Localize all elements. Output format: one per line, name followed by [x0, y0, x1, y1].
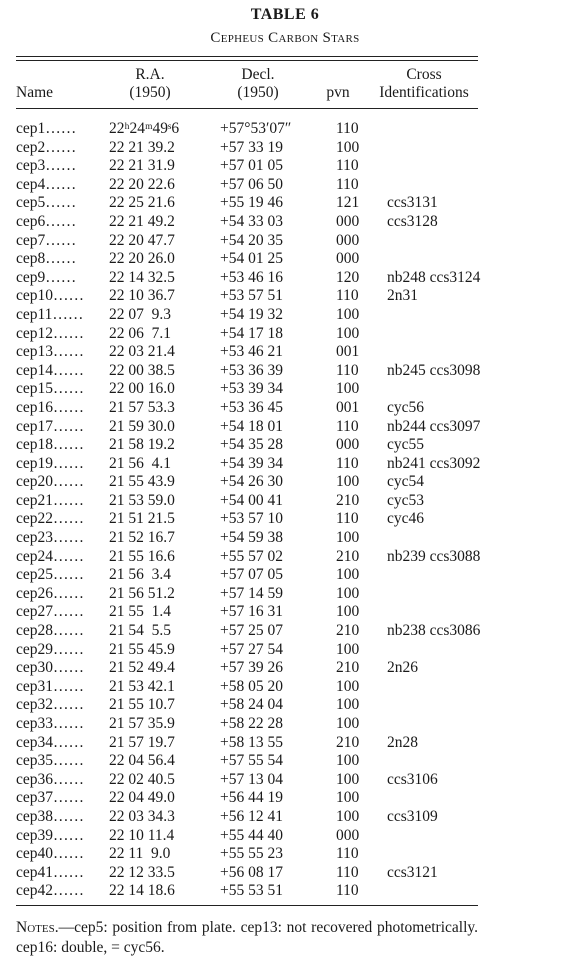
cell-ra: 22 07 9.3	[109, 305, 171, 323]
table-row	[16, 529, 486, 548]
cell-ra: 22 03 21.4	[109, 343, 175, 361]
cell-name: cep4……	[16, 175, 77, 193]
cell-name: cep31……	[16, 677, 85, 695]
cell-cross: ccs3128	[387, 212, 438, 230]
cell-name: cep29……	[16, 640, 85, 658]
cell-name: cep15……	[16, 380, 85, 398]
cell-name: cep23……	[16, 529, 85, 547]
header-rule	[16, 108, 478, 109]
table-row	[16, 864, 486, 883]
cell-dec: +53 39 34	[220, 380, 283, 398]
cell-cross: nb241 ccs3092	[387, 454, 481, 472]
cell-pvn: 110	[336, 361, 359, 379]
cell-pvn: 000	[336, 436, 360, 454]
table-row	[16, 659, 486, 678]
table-row	[16, 752, 486, 771]
cell-cross: cyc54	[387, 473, 425, 491]
cell-dec: +53 57 10	[220, 510, 283, 528]
cell-name: cep5……	[16, 194, 77, 212]
cell-cross: ccs3121	[387, 863, 438, 881]
cell-pvn: 100	[336, 584, 360, 602]
cell-dec: +57 06 50	[220, 175, 283, 193]
cell-pvn: 110	[336, 845, 359, 863]
table-row	[16, 827, 486, 846]
cell-ra: 21 53 42.1	[109, 677, 175, 695]
cell-pvn: 100	[336, 752, 360, 770]
cell-ra: 21 55 43.9	[109, 473, 175, 491]
cell-name: cep39……	[16, 826, 85, 844]
cell-dec: +58 13 55	[220, 733, 283, 751]
cell-ra: 21 55 45.9	[109, 640, 175, 658]
cell-pvn: 100	[336, 138, 360, 156]
top-rule	[16, 56, 478, 57]
header-dec-line1: Decl.	[241, 66, 275, 83]
table-row	[16, 492, 486, 511]
table-row	[16, 734, 486, 753]
header-pvn: pvn	[326, 84, 350, 101]
cell-name: cep19……	[16, 454, 85, 472]
cell-pvn: 100	[336, 473, 360, 491]
cell-dec: +54 18 01	[220, 417, 283, 435]
table-subtitle: Cepheus Carbon Stars	[210, 30, 360, 46]
cell-pvn: 210	[336, 547, 360, 565]
table-row	[16, 213, 486, 232]
cell-ra: 21 57 19.7	[109, 733, 175, 751]
cell-dec: +57 01 05	[220, 157, 283, 175]
cell-name: cep11……	[16, 305, 84, 323]
cell-pvn: 110	[336, 157, 359, 175]
table-row	[16, 678, 486, 697]
table-row	[16, 548, 486, 567]
table-row	[16, 139, 486, 158]
table-row	[16, 343, 486, 362]
table-row	[16, 232, 486, 251]
cell-pvn: 100	[336, 640, 360, 658]
cell-dec: +56 08 17	[220, 863, 283, 881]
table-row	[16, 380, 486, 399]
cell-name: cep13……	[16, 343, 85, 361]
cell-dec: +55 44 40	[220, 826, 283, 844]
cell-ra: 21 51 21.5	[109, 510, 175, 528]
cell-pvn: 210	[336, 659, 360, 677]
table-row	[16, 622, 486, 641]
cell-name: cep8……	[16, 250, 77, 268]
cell-cross: ccs3109	[387, 807, 438, 825]
cell-pvn: 100	[336, 696, 360, 714]
cell-cross: cyc56	[387, 398, 425, 416]
cell-name: cep18……	[16, 436, 85, 454]
header-cross	[366, 66, 482, 102]
cell-ra: 22 04 49.0	[109, 789, 175, 807]
cell-ra: 22 14 18.6	[109, 882, 175, 900]
header-cross-line1: Cross	[406, 66, 442, 83]
cell-ra: 22 03 34.3	[109, 807, 175, 825]
cell-name: cep16……	[16, 398, 85, 416]
header-dec-line2: (1950)	[237, 84, 279, 101]
cell-ra: 22 25 21.6	[109, 194, 175, 212]
cell-ra: 22 14 32.5	[109, 268, 175, 286]
cell-dec: +54 00 41	[220, 491, 283, 509]
cell-pvn: 000	[336, 212, 360, 230]
cell-dec: +54 39 34	[220, 454, 283, 472]
cell-ra: 21 56 3.4	[109, 566, 171, 584]
cell-name: cep7……	[16, 231, 77, 249]
cell-ra: 21 53 59.0	[109, 491, 175, 509]
cell-dec: +54 17 18	[220, 324, 283, 342]
cell-ra: 21 52 16.7	[109, 529, 175, 547]
header-ra-line1: R.A.	[135, 66, 165, 83]
table-notes	[16, 918, 478, 958]
cell-ra: 22 00 38.5	[109, 361, 175, 379]
table-row	[16, 157, 486, 176]
cell-name: cep36……	[16, 770, 85, 788]
cell-ra: 22 02 40.5	[109, 770, 175, 788]
cell-cross: 2n31	[387, 287, 418, 305]
notes-label: Notes.	[16, 919, 59, 936]
table-row	[16, 808, 486, 827]
cell-cross: cyc53	[387, 491, 425, 509]
cell-dec: +57 25 07	[220, 622, 283, 640]
cell-name: cep14……	[16, 361, 85, 379]
cell-dec: +54 33 03	[220, 212, 283, 230]
cell-cross: 2n28	[387, 733, 418, 751]
cell-ra: 21 58 19.2	[109, 436, 175, 454]
cell-ra: 22 00 16.0	[109, 380, 175, 398]
cell-pvn: 000	[336, 250, 360, 268]
cell-cross: nb238 ccs3086	[387, 622, 481, 640]
cell-dec: +55 57 02	[220, 547, 283, 565]
cell-ra: 22 20 47.7	[109, 231, 175, 249]
cell-cross: cyc46	[387, 510, 425, 528]
table-row	[16, 715, 486, 734]
cell-ra: 22 21 31.9	[109, 157, 175, 175]
cell-pvn: 110	[336, 510, 359, 528]
cell-pvn: 001	[336, 398, 360, 416]
cell-ra: 21 56 4.1	[109, 454, 171, 472]
cell-name: cep20……	[16, 473, 85, 491]
table-row	[16, 399, 486, 418]
cell-dec: +57 14 59	[220, 584, 283, 602]
cell-name: cep1……	[16, 120, 77, 137]
cell-pvn: 100	[336, 566, 360, 584]
table-row	[16, 510, 486, 529]
cell-name: cep21……	[16, 491, 85, 509]
cell-cross: cyc55	[387, 436, 425, 454]
cell-cross: ccs3106	[387, 770, 438, 788]
cell-dec: +54 35 28	[220, 436, 283, 454]
cell-name: cep28……	[16, 622, 85, 640]
cell-dec: +55 55 23	[220, 845, 283, 863]
table-row	[16, 362, 486, 381]
table-row	[16, 250, 486, 269]
table-row	[16, 882, 486, 901]
cell-dec: +57°53′07″	[220, 120, 292, 137]
cell-dec: +58 05 20	[220, 677, 283, 695]
cell-dec: +57 27 54	[220, 640, 283, 658]
cell-ra: 21 59 30.0	[109, 417, 175, 435]
cell-name: cep32……	[16, 696, 85, 714]
cell-cross: nb244 ccs3097	[387, 417, 481, 435]
table-row	[16, 603, 486, 622]
cell-ra: 21 52 49.4	[109, 659, 175, 677]
cell-pvn: 000	[336, 231, 360, 249]
cell-dec: +55 53 51	[220, 882, 283, 900]
cell-name: cep10……	[16, 287, 85, 305]
cell-dec: +57 39 26	[220, 659, 283, 677]
cell-name: cep2……	[16, 138, 77, 156]
cell-name: cep27……	[16, 603, 85, 621]
cell-name: cep24……	[16, 547, 85, 565]
cell-pvn: 100	[336, 789, 360, 807]
cell-pvn: 100	[336, 603, 360, 621]
cell-ra: 22 11 9.0	[109, 845, 171, 863]
cell-dec: +53 36 39	[220, 361, 283, 379]
top-rule-inner	[16, 60, 478, 61]
table-row	[16, 325, 486, 344]
notes-text: —cep5: position from plate. cep13: not recovered photometrically. cep16: double, = cyc56.	[16, 919, 478, 956]
table-row	[16, 120, 486, 139]
header-name: Name	[16, 84, 54, 101]
cell-name: cep6……	[16, 212, 77, 230]
cell-dec: +53 57 51	[220, 287, 283, 305]
table-row	[16, 176, 486, 195]
header-cross-line2: Identifications	[379, 84, 469, 101]
cell-dec: +54 19 32	[220, 305, 283, 323]
table-row	[16, 306, 486, 325]
cell-pvn: 100	[336, 807, 360, 825]
cell-dec: +53 46 21	[220, 343, 283, 361]
cell-pvn: 100	[336, 715, 360, 732]
cell-dec: +56 12 41	[220, 807, 283, 825]
cell-name: cep35……	[16, 752, 85, 770]
cell-name: cep26……	[16, 584, 85, 602]
cell-ra: 22 12 33.5	[109, 863, 175, 881]
cell-ra: 21 57 35.9	[109, 715, 175, 732]
cell-dec: +54 01 25	[220, 250, 283, 268]
cell-pvn: 100	[336, 529, 360, 547]
table-row	[16, 455, 486, 474]
cell-name: cep34……	[16, 733, 85, 751]
cell-name: cep17……	[16, 417, 85, 435]
cell-dec: +58 24 04	[220, 696, 283, 714]
header-ra	[110, 66, 190, 102]
cell-pvn: 210	[336, 622, 360, 640]
cell-pvn: 110	[336, 882, 359, 900]
cell-cross: nb245 ccs3098	[387, 361, 481, 379]
cell-ra: 21 55 10.7	[109, 696, 175, 714]
table-row	[16, 696, 486, 715]
bottom-rule	[16, 905, 478, 906]
cell-dec: +54 20 35	[220, 231, 283, 249]
table-row	[16, 436, 486, 455]
cell-name: cep22……	[16, 510, 85, 528]
cell-ra: 22 10 11.4	[109, 826, 175, 844]
cell-cross: 2n26	[387, 659, 418, 677]
cell-dec: +56 44 19	[220, 789, 283, 807]
cell-dec: +54 26 30	[220, 473, 283, 491]
cell-pvn: 210	[336, 491, 360, 509]
table-row	[16, 473, 486, 492]
cell-name: cep38……	[16, 807, 85, 825]
cell-pvn: 110	[336, 175, 359, 193]
cell-ra: 22 20 26.0	[109, 250, 175, 268]
cell-dec: +57 55 54	[220, 752, 283, 770]
cell-ra: 22ʰ24ᵐ49ˢ6	[109, 120, 180, 137]
table-body	[16, 120, 486, 901]
table-row	[16, 789, 486, 808]
cell-name: cep30……	[16, 659, 85, 677]
cell-pvn: 100	[336, 770, 360, 788]
cell-pvn: 001	[336, 343, 360, 361]
table-title: TABLE 6	[250, 6, 320, 23]
cell-pvn: 120	[336, 268, 360, 286]
header-dec	[218, 66, 298, 102]
cell-ra: 21 54 5.5	[109, 622, 171, 640]
cell-pvn: 100	[336, 677, 360, 695]
cell-pvn: 110	[336, 417, 359, 435]
table-row	[16, 418, 486, 437]
cell-pvn: 110	[336, 120, 359, 137]
cell-name: cep12……	[16, 324, 85, 342]
table-row	[16, 566, 486, 585]
cell-cross: nb248 ccs3124	[387, 268, 481, 286]
table-row	[16, 287, 486, 306]
cell-name: cep37……	[16, 789, 85, 807]
table-row	[16, 269, 486, 288]
cell-cross: nb239 ccs3088	[387, 547, 481, 565]
table-row	[16, 585, 486, 604]
cell-name: cep41……	[16, 863, 85, 881]
cell-ra: 22 10 36.7	[109, 287, 175, 305]
cell-ra: 22 21 39.2	[109, 138, 175, 156]
cell-ra: 22 06 7.1	[109, 324, 171, 342]
cell-pvn: 110	[336, 287, 359, 305]
cell-ra: 21 55 1.4	[109, 603, 171, 621]
table-row	[16, 845, 486, 864]
cell-dec: +53 36 45	[220, 398, 283, 416]
cell-name: cep42……	[16, 882, 85, 900]
cell-ra: 21 57 53.3	[109, 398, 175, 416]
cell-pvn: 100	[336, 380, 360, 398]
cell-dec: +58 22 28	[220, 715, 283, 732]
cell-dec: +57 13 04	[220, 770, 283, 788]
table-row	[16, 194, 486, 213]
cell-ra: 21 55 16.6	[109, 547, 175, 565]
cell-dec: +54 59 38	[220, 529, 283, 547]
cell-cross: ccs3131	[387, 194, 438, 212]
cell-name: cep25……	[16, 566, 85, 584]
cell-pvn: 000	[336, 826, 360, 844]
table-row	[16, 641, 486, 660]
cell-dec: +55 19 46	[220, 194, 283, 212]
cell-pvn: 121	[336, 194, 360, 212]
cell-pvn: 100	[336, 324, 360, 342]
cell-ra: 21 56 51.2	[109, 584, 175, 602]
cell-pvn: 100	[336, 305, 360, 323]
cell-name: cep3……	[16, 157, 77, 175]
cell-name: cep40……	[16, 845, 85, 863]
cell-name: cep9……	[16, 268, 77, 286]
cell-dec: +57 07 05	[220, 566, 283, 584]
table-row	[16, 771, 486, 790]
header-ra-line2: (1950)	[129, 84, 171, 101]
cell-dec: +57 16 31	[220, 603, 283, 621]
cell-ra: 22 20 22.6	[109, 175, 175, 193]
cell-ra: 22 04 56.4	[109, 752, 175, 770]
cell-ra: 22 21 49.2	[109, 212, 175, 230]
cell-name: cep33……	[16, 715, 85, 732]
cell-pvn: 110	[336, 454, 359, 472]
cell-dec: +53 46 16	[220, 268, 283, 286]
cell-dec: +57 33 19	[220, 138, 283, 156]
cell-pvn: 210	[336, 733, 360, 751]
cell-pvn: 110	[336, 863, 359, 881]
